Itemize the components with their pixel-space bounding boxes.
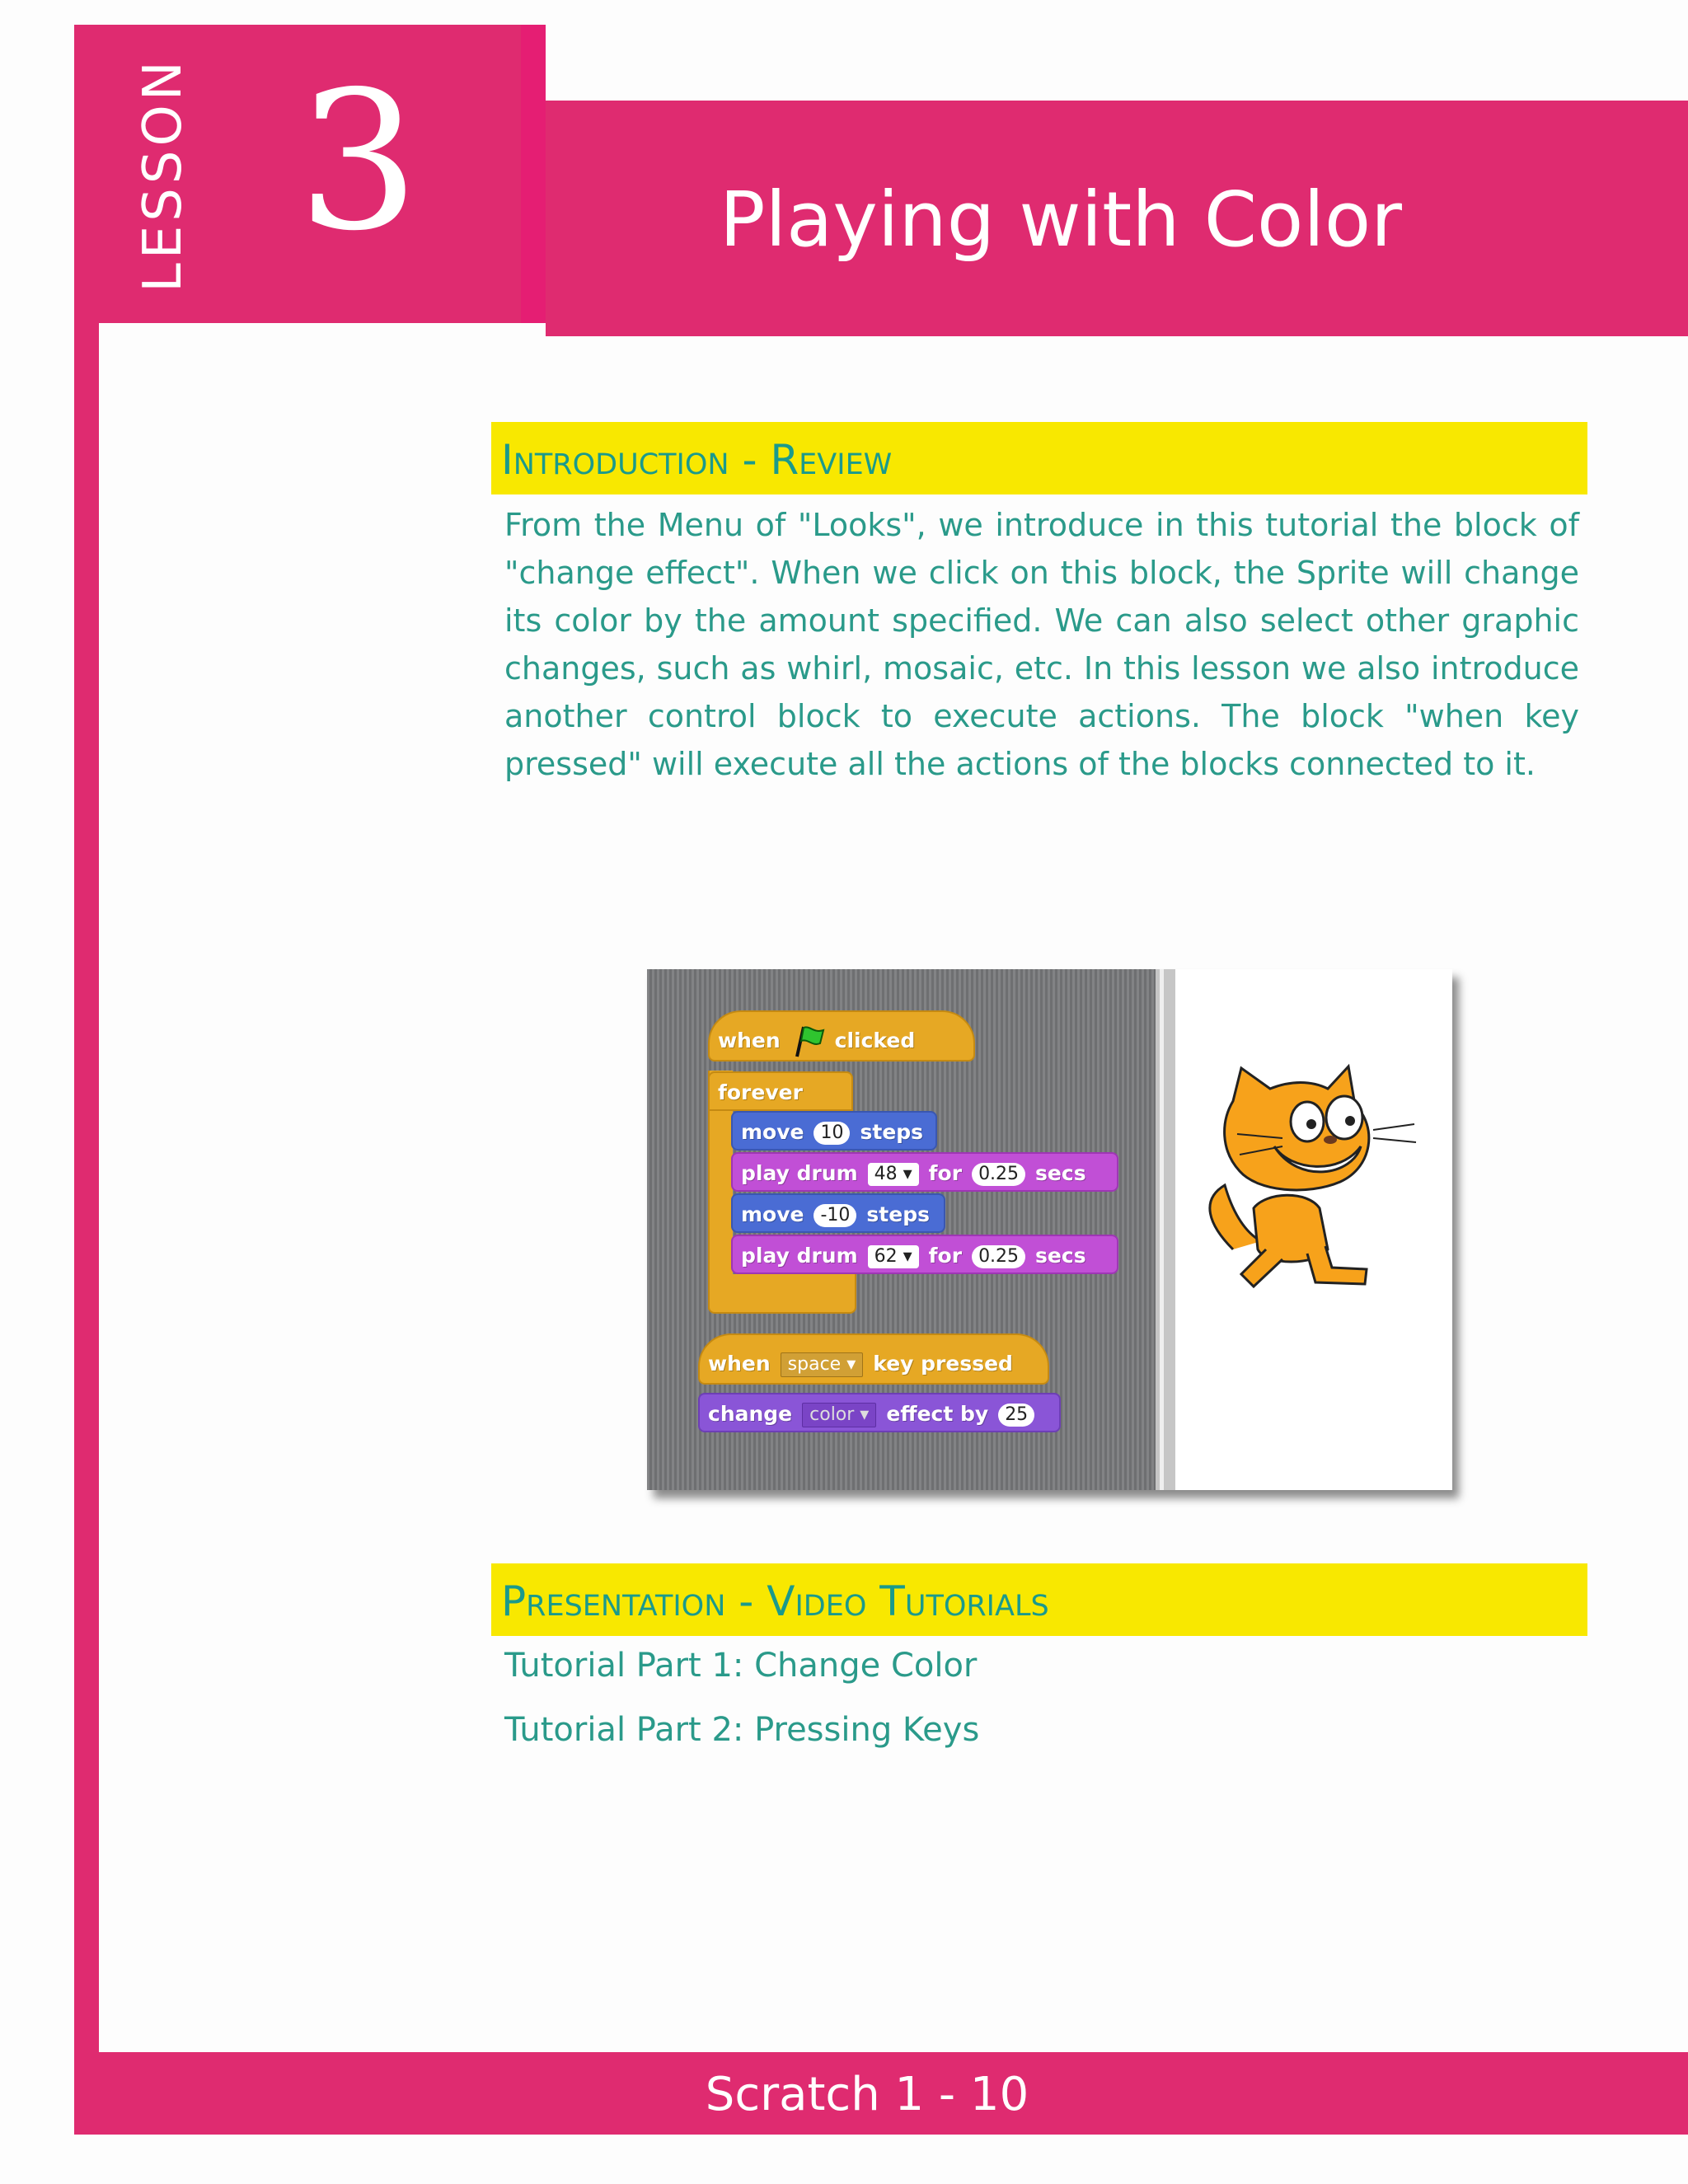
play-drum-48-block: [731, 1152, 1118, 1192]
key-pressed-label: key pressed: [873, 1352, 1013, 1376]
forever-block: [708, 1071, 853, 1111]
lesson-number: 3: [298, 50, 420, 273]
forever-label: forever: [718, 1080, 803, 1104]
steps-label: steps: [866, 1202, 930, 1226]
lesson-badge-edge: [521, 25, 546, 323]
when-flag-label: when: [718, 1029, 781, 1052]
intro-body: From the Menu of "Looks", we introduce in this tutorial the block of "change effect". When we click on this block, the Sprite will change its color by the amount specified. We can also select other graphic changes, such as whirl, mosaic, etc. In this lesson we also introduce another control block to execute actions. The block "when key pressed" will execute all the actions of the blocks connected to it.: [504, 507, 1579, 782]
script-area: [647, 969, 1156, 1490]
effect-by-label: effect by: [886, 1402, 989, 1426]
move-label: move: [741, 1202, 804, 1226]
move-minus-10-block: [731, 1193, 945, 1233]
for-label: for: [928, 1161, 963, 1185]
drum-value: 62 ▾: [868, 1245, 919, 1268]
drum-value: 48 ▾: [868, 1163, 919, 1186]
panel-divider: [1156, 969, 1175, 1490]
forever-block-foot: [708, 1274, 856, 1314]
page-footer: Scratch 1 - 10: [705, 2068, 1029, 2121]
intro-heading: Introduction - Review: [491, 422, 1587, 494]
move-value: 10: [814, 1122, 850, 1145]
scratch-cat-sprite: [1175, 969, 1452, 1490]
effect-dropdown: color ▾: [802, 1403, 876, 1427]
secs-value: 0.25: [972, 1163, 1025, 1186]
change-effect-block: [698, 1393, 1061, 1432]
stage: [1175, 969, 1452, 1490]
lesson-label: LESSON: [133, 57, 194, 293]
secs-label: secs: [1035, 1244, 1086, 1268]
move-10-block: [731, 1111, 937, 1151]
secs-label: secs: [1035, 1161, 1086, 1185]
secs-value: 0.25: [972, 1245, 1025, 1268]
presentation-heading: Presentation - Video Tutorials: [491, 1563, 1587, 1636]
effect-value: 25: [998, 1404, 1034, 1427]
when-key-pressed-block: [698, 1333, 1049, 1385]
page-frame-left: [74, 25, 99, 2135]
change-label: change: [708, 1402, 793, 1426]
key-dropdown: space ▾: [781, 1352, 864, 1377]
scratch-screenshot: [647, 969, 1452, 1490]
page-title: Playing with Color: [720, 176, 1402, 264]
clicked-label: clicked: [834, 1029, 916, 1052]
steps-label: steps: [860, 1120, 924, 1144]
play-drum-62-block: [731, 1235, 1118, 1274]
for-label: for: [928, 1244, 963, 1268]
move-value: -10: [814, 1204, 856, 1227]
tutorial-link-1[interactable]: Tutorial Part 1: Change Color: [504, 1647, 978, 1685]
when-key-label: when: [708, 1352, 771, 1376]
tutorial-link-2[interactable]: Tutorial Part 2: Pressing Keys: [504, 1711, 980, 1749]
play-drum-label: play drum: [741, 1161, 858, 1185]
play-drum-label: play drum: [741, 1244, 858, 1268]
when-flag-clicked-block: [708, 1010, 975, 1062]
move-label: move: [741, 1120, 804, 1144]
green-flag-icon: [790, 1025, 827, 1058]
